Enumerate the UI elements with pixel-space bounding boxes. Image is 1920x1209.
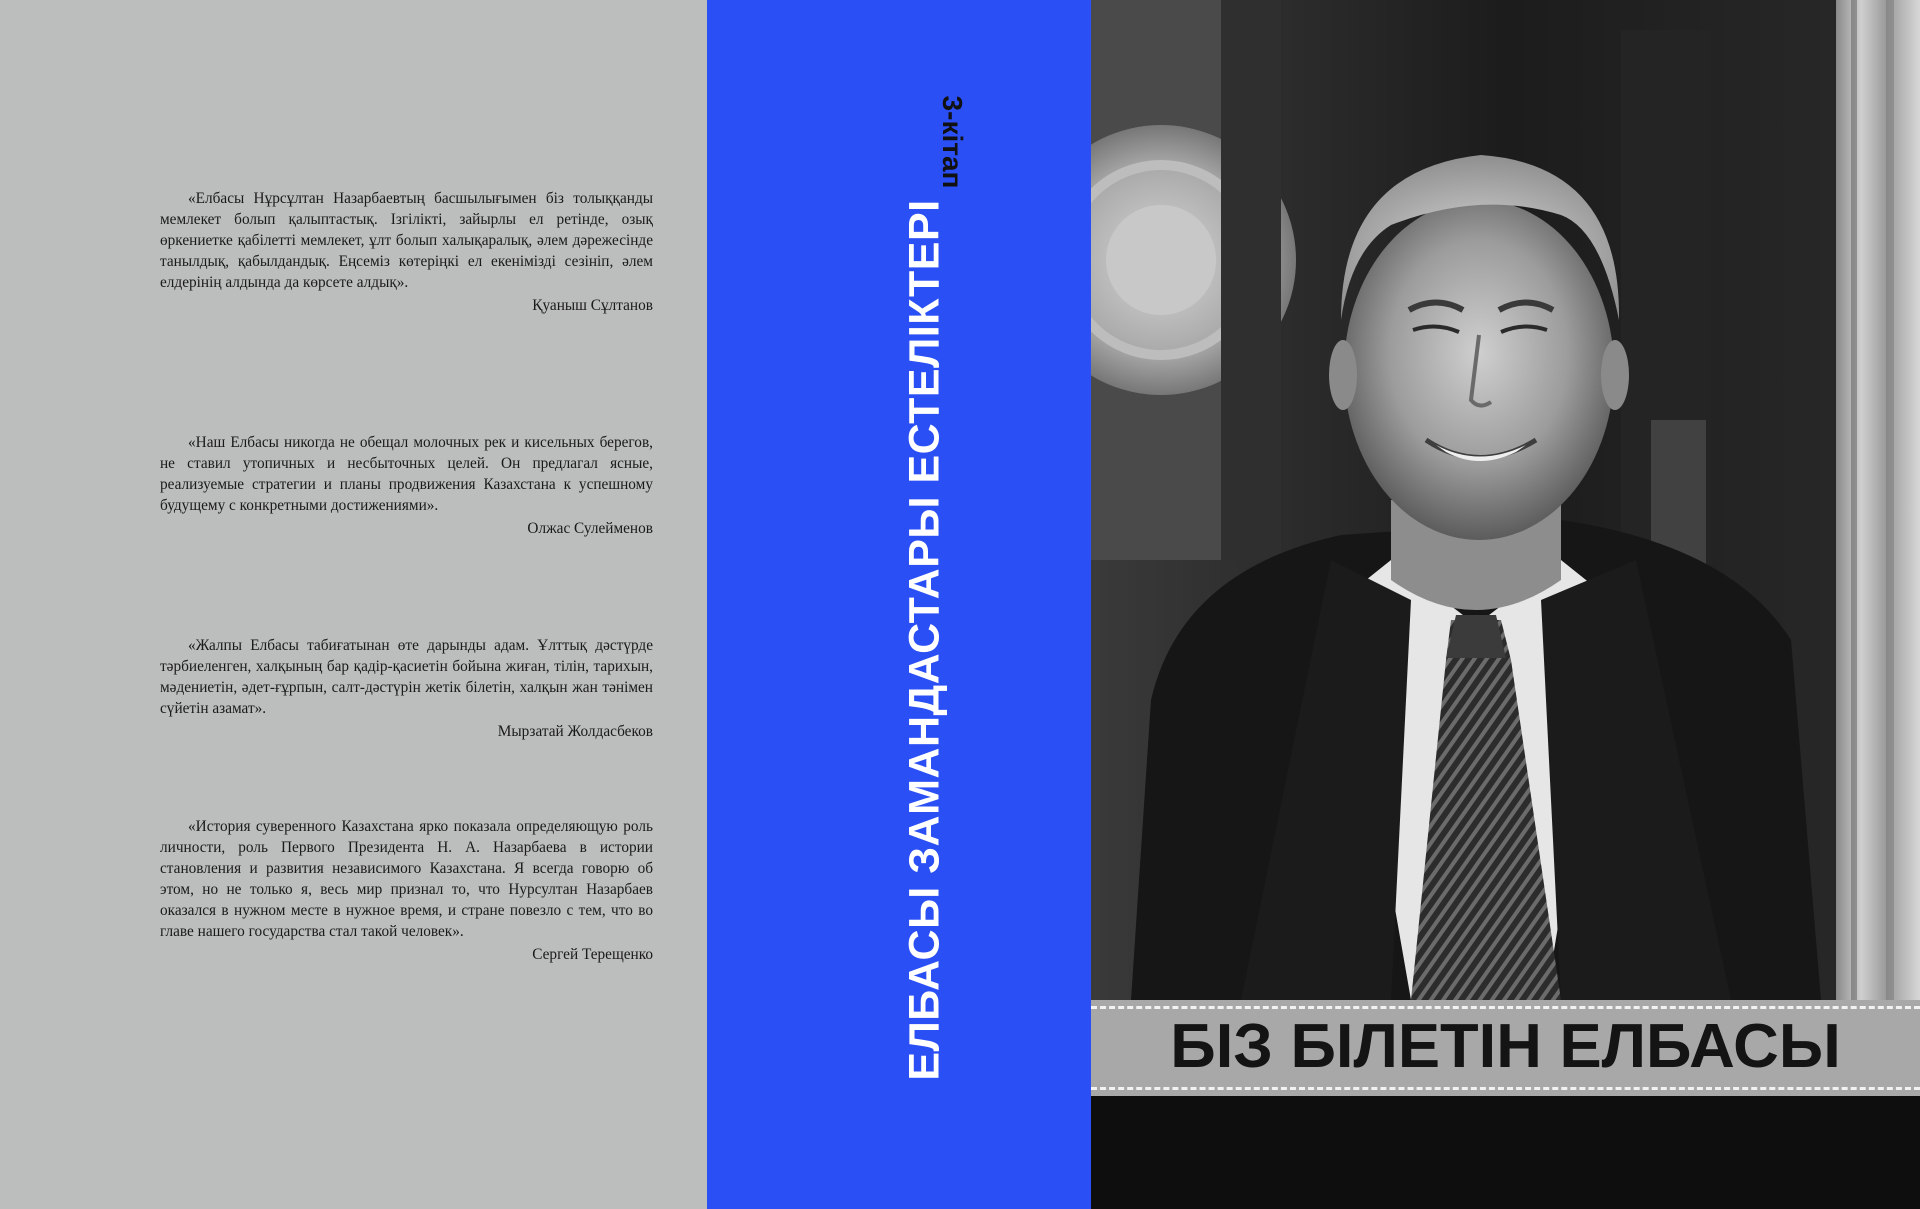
book-spine xyxy=(707,0,1091,1209)
back-cover xyxy=(0,0,707,1209)
front-cover xyxy=(1091,0,1920,1209)
quote-author: Олжас Сулейменов xyxy=(527,520,653,537)
spine-title: ЕЛБАСЫ ЗАМАНДАСТАРЫ ЕСТЕЛІКТЕРІ xyxy=(900,199,949,1081)
quote-author: Мырзатай Жолдасбеков xyxy=(497,723,653,740)
quote-block xyxy=(160,635,653,742)
front-cover-title: БІЗ БІЛЕТІН ЕЛБАСЫ xyxy=(1170,1012,1841,1081)
quote-block xyxy=(160,188,653,316)
quote-text: «Жалпы Елбасы табиғатынан өте дарынды адам. Ұлттық дәстүрде тәрбиеленген, халқының бар қадір-қасиетін бойына жиған, тілін, тарихын, мәдениетін, әдет-ғұрпын, салт-дәстүрін жетік білетін, халқын жан тәнімен сүйетін азамат». xyxy=(160,637,653,717)
title-band xyxy=(1091,1000,1920,1096)
portrait-photo xyxy=(1091,0,1920,1000)
quote-text: «Наш Елбасы никогда не обещал молочных рек и кисельных берегов, не ставил утопичных и несбыточных целей. Он предлагал ясные, реализуемые стратегии и планы продвижения Казахстана к успешному будущему с конкретными достижениями». xyxy=(160,434,653,514)
spine-volume-label: 3-кітап xyxy=(937,95,968,189)
quote-author: Қуаныш Сұлтанов xyxy=(532,297,653,314)
quote-block xyxy=(160,432,653,539)
quote-text: «Елбасы Нұрсұлтан Назарбаевтың басшылығымен біз толыққанды мемлекет болып қалыптастық. Ізгілікті, зайырлы ел ретінде, озық өркениетке қабілетті мемлекет, ұлт болып халықаралық, әлем дәрежесінде танылдық, қабылдандық. Еңсеміз көтеріңкі ел екенімізді сезініп, әлем елдерінің алдында да көрсете алдық». xyxy=(160,190,653,291)
quote-author: Сергей Терещенко xyxy=(532,946,653,963)
band-dashed-line-bottom xyxy=(1091,1087,1920,1090)
band-dashed-line-top xyxy=(1091,1006,1920,1009)
quote-text: «История суверенного Казахстана ярко показала определяющую роль личности, роль Первого Президента Н. А. Назарбаева в истории становления и развития независимого Казахстана. Я всегда говорю об этом, но не только я, весь мир признал то, что Нурсултан Назарбаев оказался в нужном месте в нужное время, и стране повезло с тем, что во главе нашего государства стал такой человек». xyxy=(160,818,653,940)
quote-block xyxy=(160,816,653,965)
